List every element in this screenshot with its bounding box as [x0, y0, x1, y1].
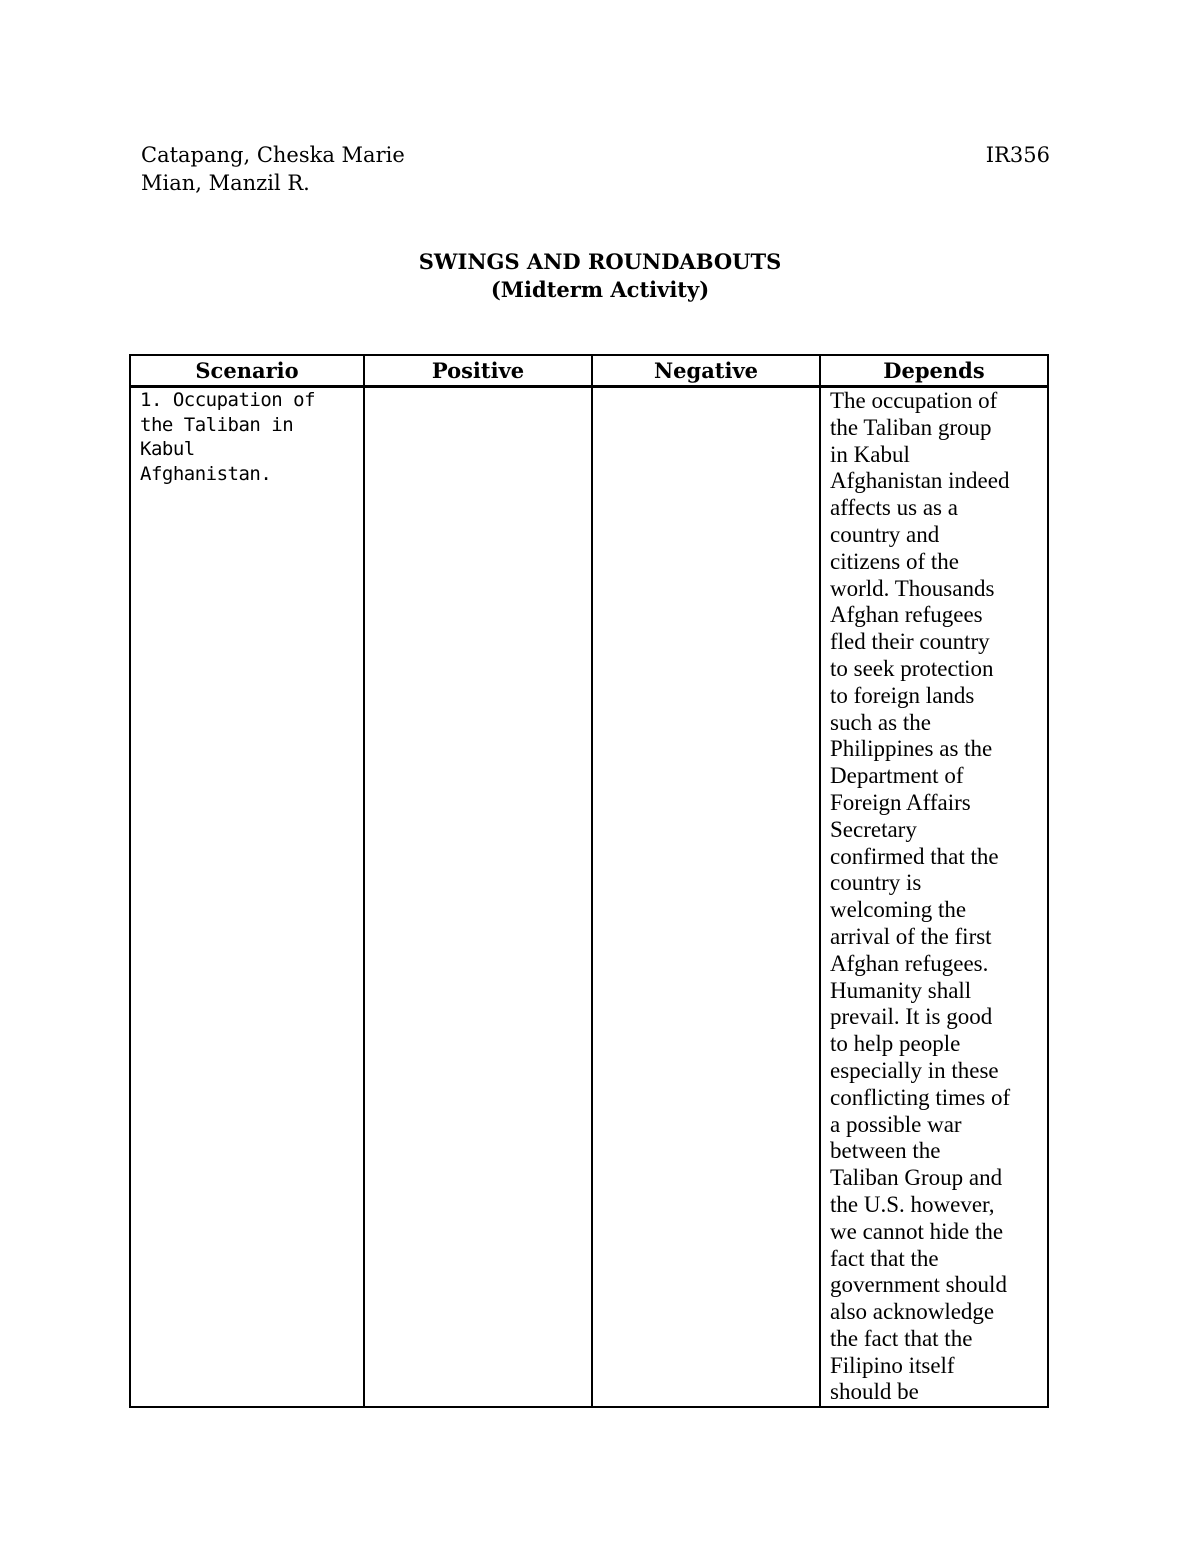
column-header-positive: Positive [364, 355, 592, 387]
depends-line: also acknowledge [830, 1299, 995, 1325]
depends-line: affects us as a [830, 495, 958, 521]
depends-line: Foreign Affairs [830, 789, 971, 815]
document-title: SWINGS AND ROUNDABOUTS [418, 249, 782, 274]
depends-line: to seek protection [830, 655, 994, 681]
scenario-line: the Taliban in [140, 413, 294, 436]
column-header-negative: Negative [592, 355, 820, 387]
depends-line: a possible war [830, 1111, 962, 1137]
depends-line: Filipino itself [830, 1352, 955, 1378]
depends-line: Philippines as the [830, 736, 993, 762]
scenario-cell [130, 387, 364, 1408]
depends-line: fact that the [830, 1245, 939, 1271]
table-header-row [130, 355, 1048, 387]
depends-line: government should [830, 1272, 1007, 1298]
author-name: Mian, Manzil R. [141, 171, 310, 195]
depends-line: Taliban Group and [830, 1165, 1003, 1191]
depends-line: should be [830, 1379, 919, 1405]
depends-line: especially in these [830, 1057, 999, 1083]
scenario-line: Kabul [140, 438, 195, 460]
depends-line: Afghan refugees [830, 602, 983, 628]
depends-line: country is [830, 870, 922, 896]
depends-line: prevail. It is good [830, 1004, 993, 1030]
column-header-depends: Depends [820, 355, 1048, 387]
author-name: Catapang, Cheska Marie [141, 143, 405, 167]
depends-line: confirmed that the [830, 843, 999, 869]
depends-line: fled their country [830, 629, 990, 655]
depends-cell [820, 387, 1048, 1408]
depends-line: The occupation of [830, 388, 998, 413]
document-subtitle: (Midterm Activity) [490, 277, 710, 302]
depends-line: citizens of the [830, 548, 960, 574]
depends-line: world. Thousands [830, 575, 995, 601]
depends-line: in Kabul [830, 441, 910, 467]
depends-line: the fact that the [830, 1325, 973, 1351]
depends-line: between the [830, 1138, 941, 1164]
depends-line: to foreign lands [830, 682, 975, 708]
positive-cell [364, 387, 592, 1408]
depends-line: to help people [830, 1031, 961, 1057]
column-header-scenario: Scenario [130, 355, 364, 387]
depends-line: welcoming the [830, 897, 967, 923]
depends-line: such as the [830, 709, 931, 735]
depends-line: conflicting times of [830, 1084, 1011, 1110]
depends-line: Afghan refugees. [830, 950, 989, 976]
depends-line: country and [830, 521, 940, 547]
depends-line: arrival of the first [830, 923, 992, 949]
title-block [0, 248, 1200, 304]
author-names [141, 141, 405, 197]
scenario-line: Afghanistan. [140, 462, 272, 485]
depends-line: the U.S. however, [830, 1191, 995, 1217]
depends-line: we cannot hide the [830, 1218, 1004, 1244]
table-row [130, 387, 1048, 1408]
depends-line: Afghanistan indeed [830, 468, 1010, 494]
depends-line: Department of [830, 763, 964, 789]
course-code: IR356 [985, 143, 1050, 167]
depends-line: the Taliban group [830, 414, 992, 440]
activity-table [129, 354, 1049, 1408]
depends-line: Humanity shall [830, 977, 972, 1003]
depends-line: Secretary [830, 816, 917, 842]
scenario-line: 1. Occupation of [140, 389, 316, 411]
negative-cell [592, 387, 820, 1408]
